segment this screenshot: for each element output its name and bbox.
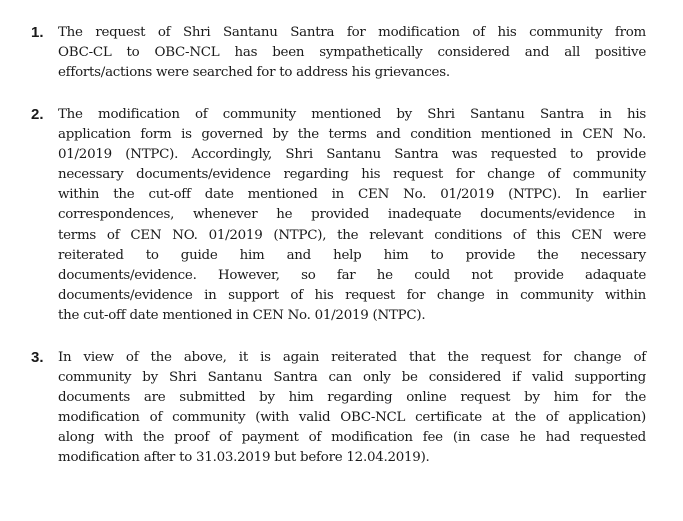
paragraph-line: application form is governed by the terms and condition mentioned in CEN No.	[58, 127, 646, 143]
paragraph-text	[58, 105, 646, 326]
paragraph-number: 2.	[31, 106, 44, 123]
paragraph-line: documents/evidence. However, so far he could not provide adaquate	[58, 267, 646, 283]
paragraph-line: the cut-off date mentioned in CEN No. 01/2019 (NTPC).	[58, 307, 426, 323]
paragraph-number: 1.	[31, 24, 44, 41]
paragraph-line: The modification of community mentioned by Shri Santanu Santra in his	[58, 107, 646, 122]
paragraph-text	[58, 348, 646, 469]
paragraph-line: 01/2019 (NTPC). Accordingly, Shri Santanu Santra was requested to provide	[58, 147, 646, 163]
paragraph-line: documents/evidence in support of his request for change in community within	[58, 287, 646, 303]
paragraph-line: documents are submitted by him regarding online request by him for the	[58, 390, 646, 406]
paragraph-text	[58, 23, 646, 83]
paragraph-line: within the cut-off date mentioned in CEN No. 01/2019 (NTPC). In earlier	[58, 187, 646, 203]
paragraph-line: community by Shri Santanu Santra can only be considered if valid supporting	[58, 370, 646, 386]
paragraph-line: along with the proof of payment of modification fee (in case he had requested	[58, 430, 646, 446]
paragraph-line: modification of community (with valid OBC-NCL certificate at the of application)	[58, 410, 646, 426]
paragraph-line: efforts/actions were searched for to address his grievances.	[58, 65, 450, 81]
paragraph-line: In view of the above, it is again reiterated that the request for change of	[58, 350, 646, 365]
paragraph-line: OBC-CL to OBC-NCL has been sympathetically considered and all positive	[58, 45, 646, 61]
paragraph-line: The request of Shri Santanu Santra for modification of his community from	[58, 25, 646, 40]
paragraph-line: correspondences, whenever he provided inadequate documents/evidence in	[58, 207, 646, 223]
paragraph-number: 3.	[31, 349, 44, 366]
paragraph-line: reiterated to guide him and help him to provide the necessary	[58, 247, 646, 263]
paragraph-line: modification after to 31.03.2019 but before 12.04.2019).	[58, 450, 430, 466]
paragraph-line: terms of CEN NO. 01/2019 (NTPC), the relevant conditions of this CEN were	[58, 227, 646, 243]
paragraph-line: necessary documents/evidence regarding his request for change of community	[58, 167, 646, 183]
